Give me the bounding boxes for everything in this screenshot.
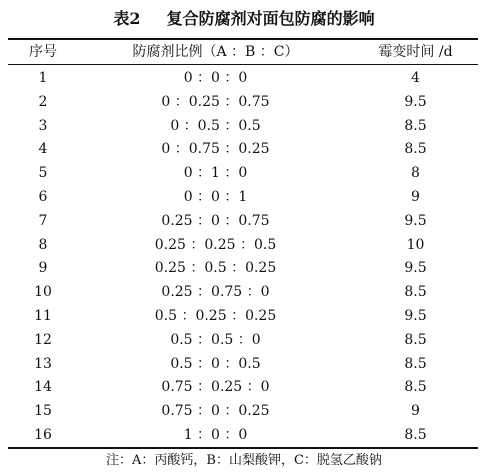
- table-row: [8, 137, 478, 161]
- header-mold-time: 霉变时间 /d: [378, 44, 453, 60]
- table-row: [8, 185, 478, 209]
- row-mold-time: 8.5: [404, 141, 427, 158]
- row-ratio: 0 ：1 ：0: [183, 165, 248, 182]
- table-row: [8, 90, 478, 114]
- row-index: 3: [38, 117, 48, 134]
- row-ratio: 0 ：0.75 ：0.25: [161, 141, 270, 158]
- table-row: [8, 209, 478, 233]
- row-index: 13: [34, 355, 52, 372]
- row-mold-time: 8: [411, 165, 420, 182]
- row-ratio: 0.75 ：0.25 ：0: [161, 379, 270, 396]
- bottom-rule: [8, 447, 478, 449]
- table-label: 表2: [113, 9, 141, 28]
- row-ratio: 0.25 ：0.25 ：0.5: [154, 236, 277, 253]
- row-ratio: 0.5 ：0.5 ：0: [170, 331, 261, 348]
- row-mold-time: 9: [411, 403, 420, 420]
- row-mold-time: 9.5: [404, 308, 427, 324]
- row-ratio: 0.5 ：0 ：0.5: [170, 355, 261, 372]
- row-index: 10: [34, 284, 52, 301]
- table-row: [8, 256, 478, 280]
- table-title: 复合防腐剂对面包防腐的影响: [166, 9, 375, 28]
- row-index: 4: [38, 141, 48, 158]
- table-row: [8, 352, 478, 376]
- row-mold-time: 9.5: [404, 260, 427, 277]
- row-ratio: 0 ：0.5 ：0.5: [170, 117, 261, 134]
- table-row: [8, 304, 478, 328]
- header-index: 序号: [29, 44, 57, 60]
- row-mold-time: 8.5: [404, 427, 427, 443]
- row-ratio: 0 ：0.25 ：0.75: [161, 93, 270, 110]
- table-row: [8, 66, 478, 90]
- row-mold-time: 8.5: [404, 379, 427, 396]
- row-ratio: 0.25 ：0 ：0.75: [161, 212, 270, 229]
- row-index: 9: [38, 260, 48, 277]
- table-row: [8, 423, 478, 447]
- table-row: [8, 161, 478, 185]
- row-index: 6: [38, 189, 48, 205]
- row-mold-time: 4: [411, 70, 420, 86]
- row-ratio: 0 ：0 ：1: [183, 189, 248, 205]
- row-ratio: 0.25 ：0.5 ：0.25: [154, 260, 277, 277]
- table-row: [8, 280, 478, 304]
- table-caption: [0, 8, 488, 30]
- row-ratio: 0.5 ：0.25 ：0.25: [154, 308, 277, 324]
- header-rule: [8, 64, 478, 65]
- row-ratio: 0.25 ：0.75 ：0: [161, 284, 270, 301]
- row-mold-time: 9: [411, 189, 420, 205]
- row-mold-time: 9.5: [404, 93, 427, 110]
- row-index: 1: [38, 70, 48, 86]
- row-index: 8: [38, 236, 48, 253]
- row-index: 12: [34, 331, 52, 348]
- row-index: 16: [34, 427, 52, 443]
- table-row: [8, 114, 478, 138]
- row-mold-time: 8.5: [404, 284, 427, 301]
- table-note: 注：A：丙酸钙，B：山梨酸钾，C：脱氢乙酸钠: [106, 453, 382, 468]
- row-mold-time: 8.5: [404, 355, 427, 372]
- table-row: [8, 399, 478, 423]
- row-index: 2: [38, 93, 48, 110]
- table-row: [8, 328, 478, 352]
- header-ratio: 防腐剂比例（A ：B ：C）: [132, 44, 299, 60]
- row-index: 11: [34, 308, 52, 324]
- table-row: [8, 233, 478, 257]
- row-mold-time: 9.5: [404, 212, 427, 229]
- row-index: 14: [34, 379, 52, 396]
- row-mold-time: 10: [406, 236, 425, 253]
- row-ratio: 0.75 ：0 ：0.25: [161, 403, 270, 420]
- table-header: [8, 40, 478, 64]
- row-ratio: 1 ：0 ：0: [183, 427, 248, 443]
- row-mold-time: 8.5: [404, 331, 427, 348]
- row-index: 5: [38, 165, 48, 182]
- table-row: [8, 375, 478, 399]
- row-mold-time: 8.5: [404, 117, 427, 134]
- row-index: 15: [34, 403, 52, 420]
- row-ratio: 0 ：0 ：0: [183, 70, 248, 86]
- row-index: 7: [38, 212, 48, 229]
